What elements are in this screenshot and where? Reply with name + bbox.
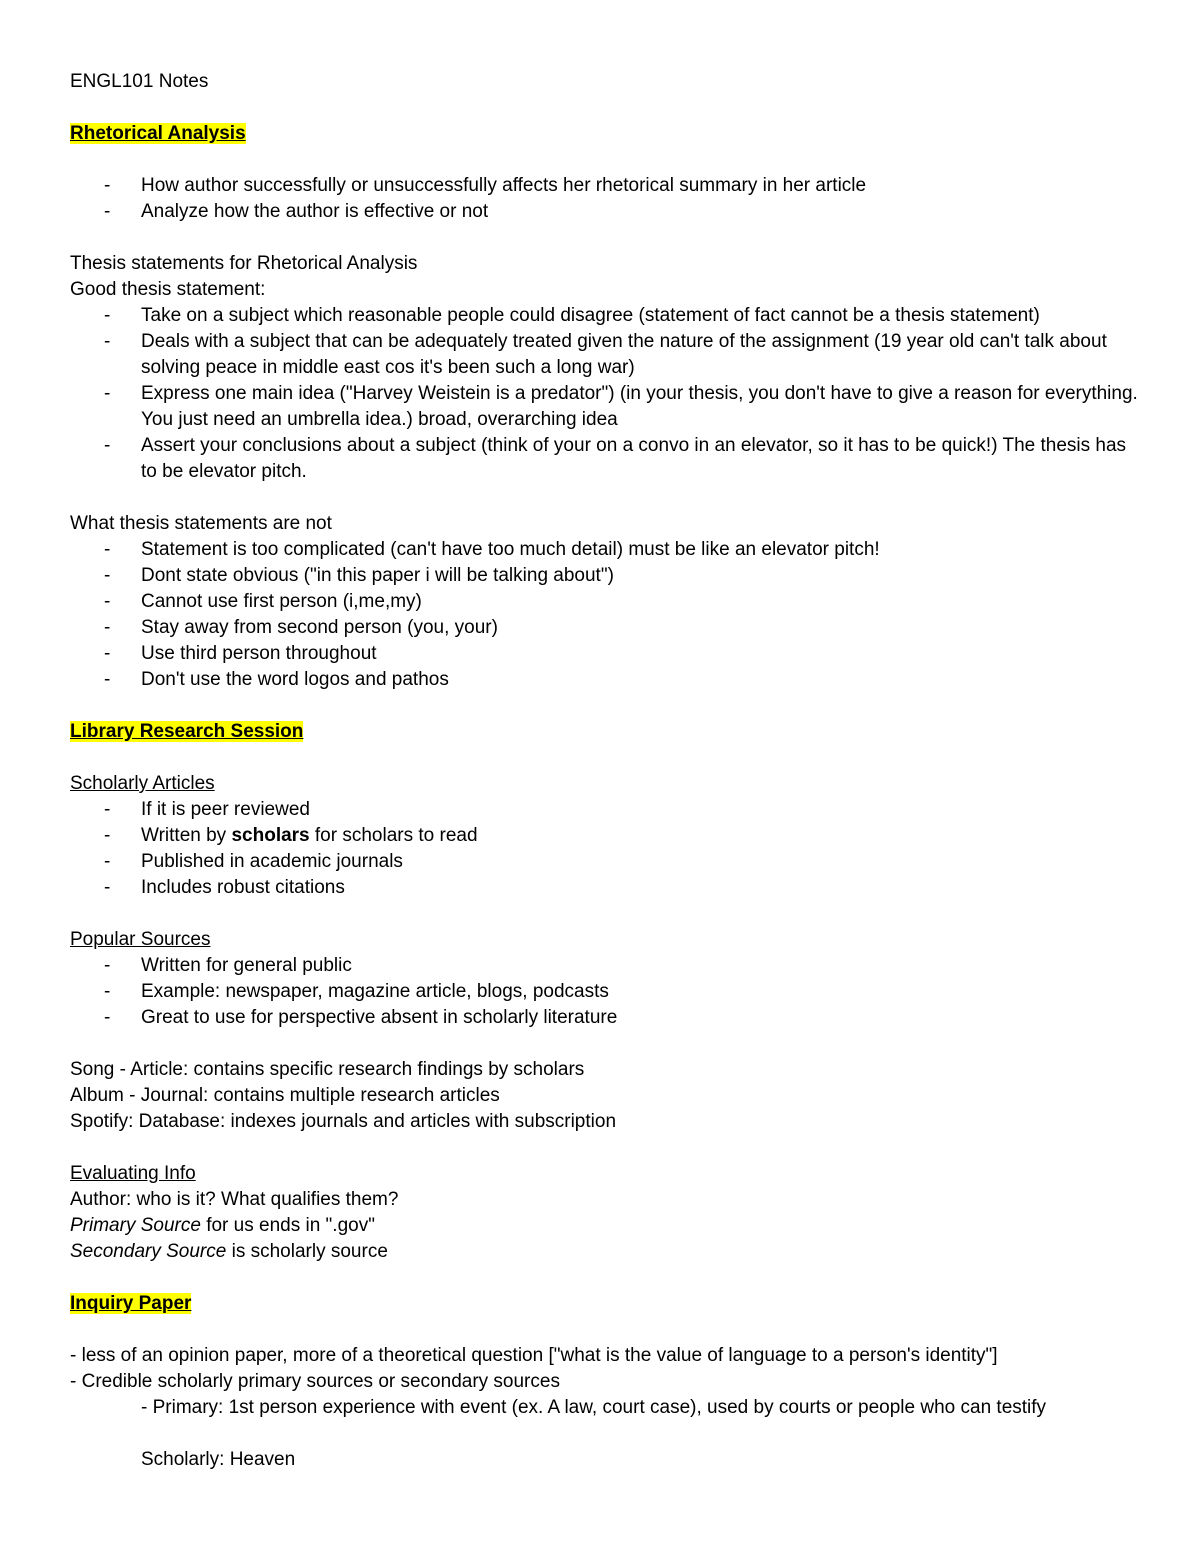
document-title: ENGL101 Notes [70,71,209,92]
list-item: - Don't use the word logos and pathos [104,669,449,690]
not-thesis-label: What thesis statements are not [70,513,332,534]
analogy-line: Album - Journal: contains multiple research articles [70,1085,500,1106]
popular-list [70,953,1140,1031]
rhetorical-bullet-list [70,173,1140,225]
not-thesis-list [70,537,1140,693]
section-library [70,719,1140,745]
inquiry-line: - less of an opinion paper, more of a theoretical question ["what is the value of language to a person's identity"] [70,1345,998,1366]
inquiry-scholarly-line: Scholarly: Heaven [141,1449,296,1470]
list-item: - Use third person throughout [104,643,377,664]
inquiry-line: - Credible scholarly primary sources or secondary sources [70,1371,560,1392]
analogy-line: Song - Article: contains specific research findings by scholars [70,1059,585,1080]
good-thesis-list [70,303,1140,485]
secondary-source-line: Secondary Source is scholarly source [70,1241,388,1262]
list-item: - Written for general public [104,955,352,976]
evaluating-info-label: Evaluating Info [70,1163,196,1184]
list-item: - Take on a subject which reasonable people could disagree (statement of fact cannot be a thesis statement) [104,305,1040,326]
list-item: - If it is peer reviewed [104,799,310,820]
list-item: - Assert your conclusions about a subject (think of your on a convo in an elevator, so it has to be quick!) The thesis has to be elevator pitch. [104,435,1127,482]
scholarly-articles-label: Scholarly Articles [70,773,215,794]
inquiry-primary-line: - Primary: 1st person experience with event (ex. A law, court case), used by courts or people who can testify [141,1397,1047,1418]
document-body [70,69,1140,1473]
list-item: - How author successfully or unsuccessfully affects her rhetorical summary in her article [104,175,867,196]
list-item: - Great to use for perspective absent in scholarly literature [104,1007,618,1028]
list-item: - Published in academic journals [104,851,403,872]
bold-scholars: scholars [231,825,310,846]
thesis-title: Thesis statements for Rhetorical Analysis [70,253,418,274]
list-item: - Example: newspaper, magazine article, blogs, podcasts [104,981,609,1002]
heading-rhetorical-analysis: Rhetorical Analysis [70,123,246,144]
analogy-line: Spotify: Database: indexes journals and articles with subscription [70,1111,617,1132]
list-item: - Dont state obvious ("in this paper i will be talking about") [104,565,614,586]
list-item: - Deals with a subject that can be adequately treated given the nature of the assignment (19 year old can't talk about solving peace in middle east cos it's been such a long war) [104,331,1107,378]
list-item: - Analyze how the author is effective or not [104,201,489,222]
heading-library-research: Library Research Session [70,721,304,742]
list-item: - Includes robust citations [104,877,345,898]
list-item: - Express one main idea ("Harvey Weistein is a predator") (in your thesis, you don't have to give a reason for everything. You just need an umbrella idea.) broad, overarching idea [104,383,1138,430]
eval-author-line: Author: who is it? What qualifies them? [70,1189,399,1210]
popular-sources-label: Popular Sources [70,929,211,950]
scholarly-list [70,797,1140,901]
list-item: - Statement is too complicated (can't have too much detail) must be like an elevator pitch! [104,539,880,560]
list-item: - Stay away from second person (you, your) [104,617,498,638]
section-rhetorical [70,121,1140,147]
heading-inquiry-paper: Inquiry Paper [70,1293,192,1314]
primary-source-line: Primary Source for us ends in ".gov" [70,1215,375,1236]
good-thesis-label: Good thesis statement: [70,279,266,300]
list-item: - Written by scholars for scholars to read [104,825,478,846]
section-inquiry [70,1291,1140,1317]
list-item: - Cannot use first person (i,me,my) [104,591,422,612]
